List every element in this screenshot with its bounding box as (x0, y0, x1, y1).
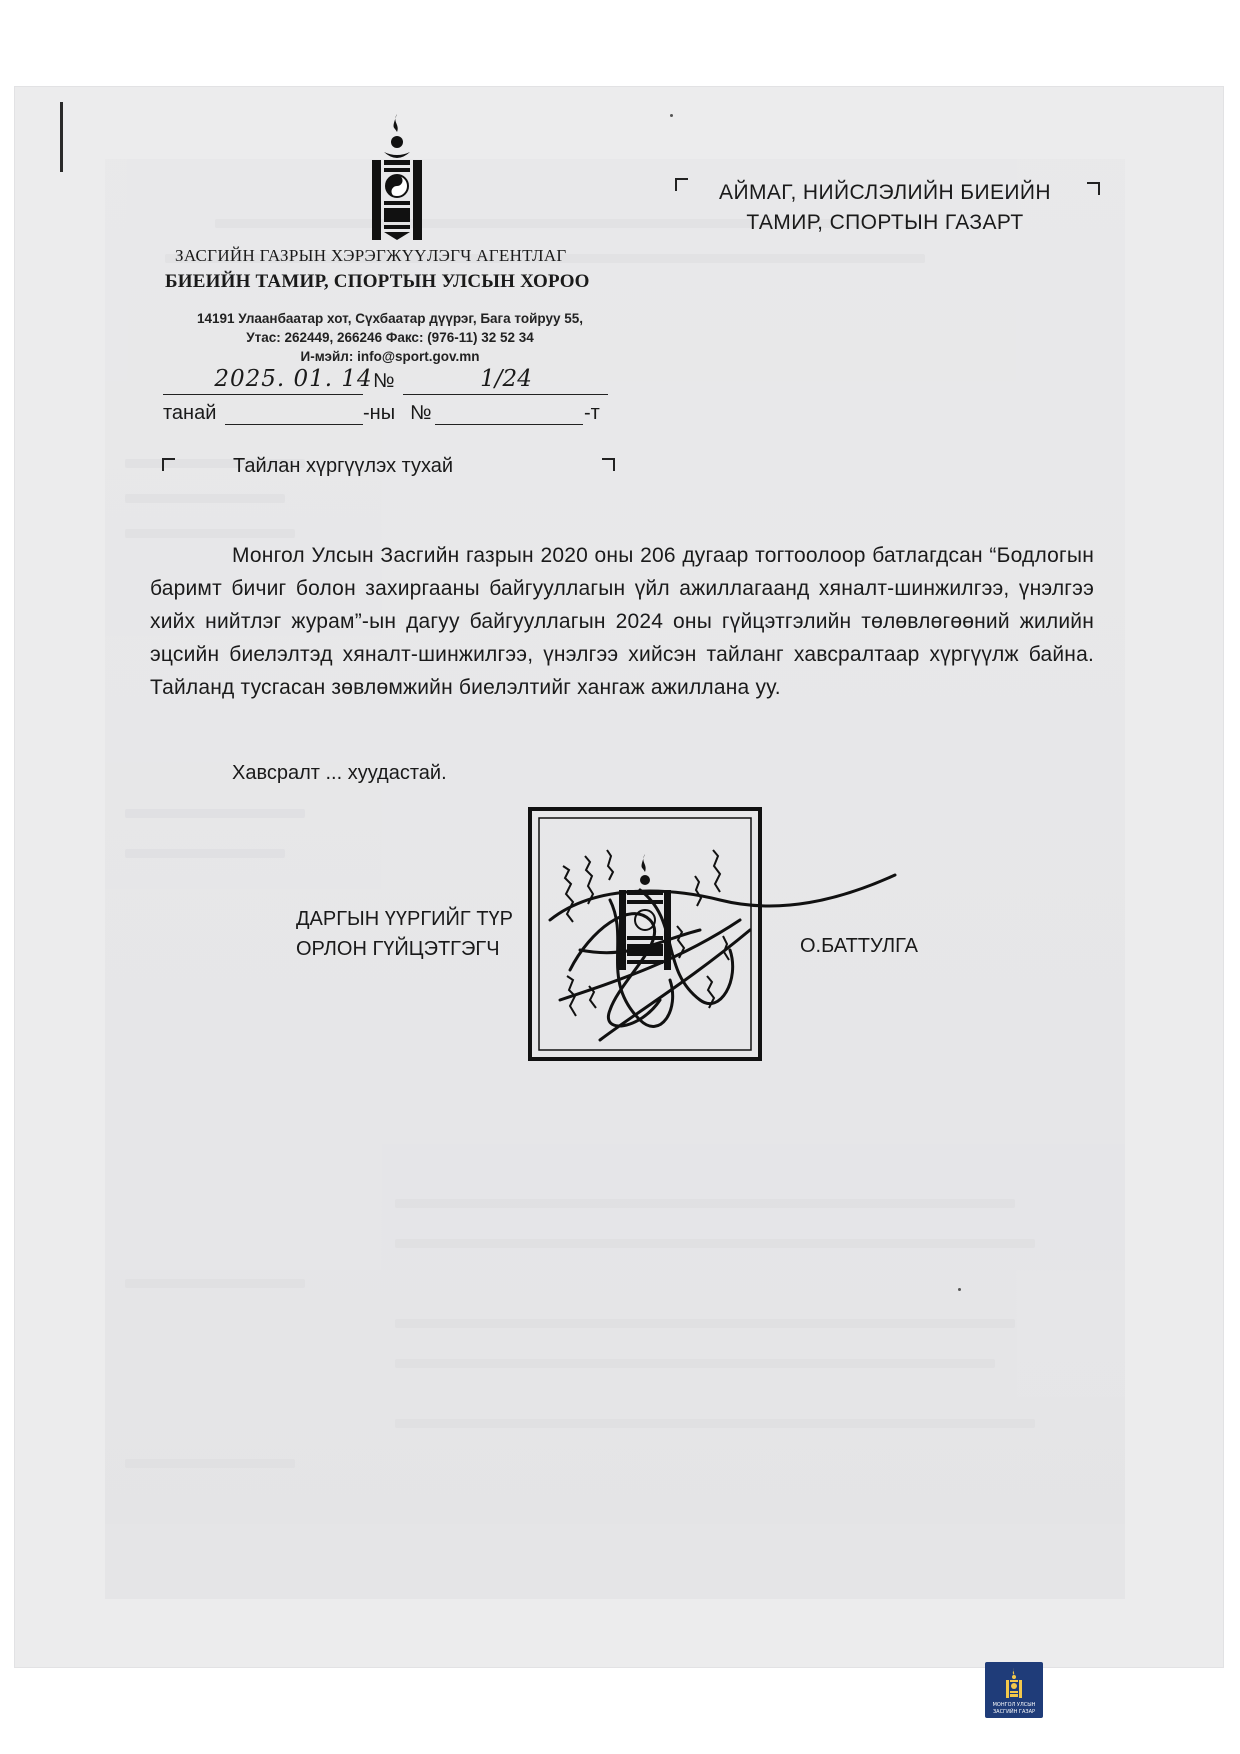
ref-suffix: -т (584, 402, 600, 424)
date-underline (163, 394, 363, 395)
soyombo-mini-icon (1006, 1668, 1022, 1698)
signatory-title (296, 904, 513, 964)
number-label: № (373, 370, 395, 392)
ref-number-label: № (410, 402, 432, 424)
handwritten-date: 2025. 01. 14 (214, 366, 373, 392)
handwritten-signature (540, 860, 900, 1060)
ref-prefix: танай (163, 402, 217, 424)
subject-corner-left (162, 458, 175, 471)
recipient-line: ТАМИР, СПОРТЫН ГАЗАРТ (746, 211, 1024, 234)
bleed-through-line (395, 1359, 995, 1368)
attachment-note: Хавсралт ... хуудастай. (232, 762, 447, 784)
address-line: 14191 Улаанбаатар хот, Сүхбаатар дүүрэг, Бага тойруу 55, (196, 311, 583, 326)
bleed-through-line (125, 1459, 295, 1468)
scan-edge-mark (60, 102, 63, 172)
logo-caption-line: МОНГОЛ УЛСЫН (992, 1702, 1036, 1708)
signatory-name: О.БАТТУЛГА (800, 935, 919, 957)
bleed-through-line (395, 1319, 1015, 1328)
bleed-through-line (395, 1199, 1015, 1208)
government-logo (985, 1662, 1043, 1718)
ref-date-underline (225, 424, 363, 425)
bleed-through-line (125, 849, 285, 858)
subject-corner-right (602, 458, 615, 471)
bleed-through-line (395, 1239, 1035, 1248)
email-line: И-мэйл: info@sport.gov.mn (300, 349, 480, 364)
bleed-through-line (125, 1279, 305, 1288)
ref-middle: -ны (363, 402, 396, 424)
signatory-title-line: ДАРГЫН ҮҮРГИЙГ ТҮР (296, 908, 513, 930)
soyombo-emblem-icon (370, 112, 424, 242)
logo-caption-line: ЗАСГИЙН ГАЗАР (992, 1709, 1036, 1715)
bleed-through-line (395, 1419, 1035, 1428)
recipient-line: АЙМАГ, НИЙСЛЭЛИЙН БИЕИЙН (719, 181, 1051, 204)
number-underline (403, 394, 608, 395)
handwritten-number: 1/24 (480, 366, 532, 392)
letter-body: Монгол Улсын Засгийн газрын 2020 оны 206 дугаар тогтоолоор батлагдсан “Бодлогын баримт бичиг болон захиргааны байгууллагын үйл ажиллагаанд хяналт-шинжилгээ, үнэлгээ хийх нийтлэг журам”-ын дагуу байгууллагын 2024 оны гүйцэтгэлийн төлөвлөгөөний жилийн эцсийн биелэлтэд хяналт-шинжилгээ, үнэлгээ хийсэн тайланг хавсралтаар хүргүүлж байна. Тайланд тусгасан зөвлөмжийн биелэлтийг хангаж ажиллана уу. (150, 544, 1094, 699)
reference-row (163, 402, 623, 430)
bleed-through-line (125, 529, 295, 538)
ref-number-underline (435, 424, 583, 425)
scan-speck (670, 114, 673, 117)
bleed-through-line (125, 809, 305, 818)
agency-parent-name: ЗАСГИЙН ГАЗРЫН ХЭРЭГЖҮҮЛЭГЧ АГЕНТЛАГ (175, 246, 567, 265)
scan-speck (958, 1288, 961, 1291)
bleed-through-line (125, 494, 285, 503)
subject-line: Тайлан хүргүүлэх тухай (233, 455, 454, 477)
registration-row (163, 366, 613, 400)
phone-fax-line: Утас: 262449, 266246 Факс: (976-11) 32 52 34 (246, 330, 534, 345)
signatory-title-line: ОРЛОН ГҮЙЦЭТГЭГЧ (296, 938, 500, 960)
recipient-block (660, 178, 1110, 238)
agency-name: БИЕИЙН ТАМИР, СПОРТЫН УЛСЫН ХОРОО (165, 271, 590, 292)
